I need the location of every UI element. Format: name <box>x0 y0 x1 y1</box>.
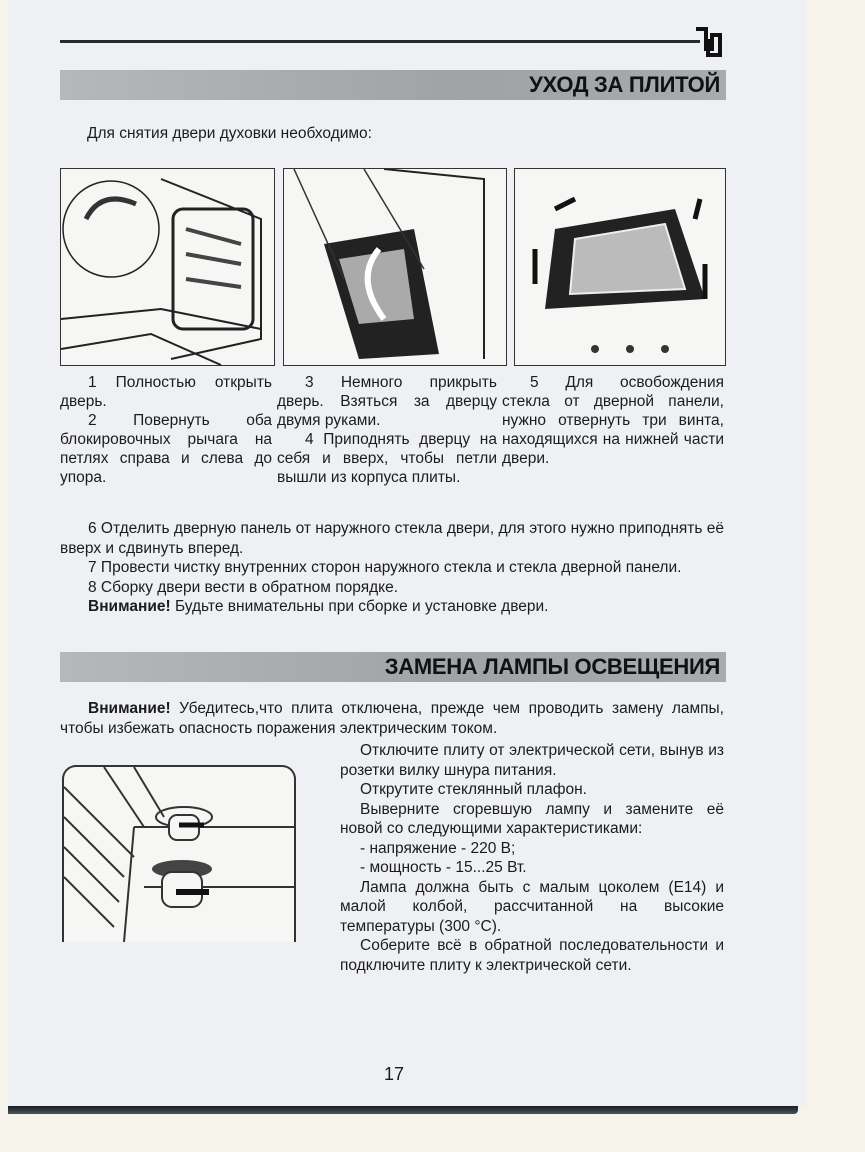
section-header-lamp-replacement <box>60 652 726 682</box>
step-6: 6 Отделить дверную панель от наружного стекла двери, для этого нужно приподнять её вверх и сдвинуть вперед. <box>60 520 724 557</box>
instruction-3: Выверните сгоревшую лампу и замените её новой со следующими характеристиками: <box>340 800 724 837</box>
brand-logo-icon <box>694 27 722 57</box>
page-number: 17 <box>384 1064 405 1084</box>
header-rule <box>60 40 700 43</box>
steps-column-2 <box>277 373 497 487</box>
step-2: 2 Повернуть оба блокировочных рычага на петлях справа и слева до упора. <box>60 412 272 486</box>
step-7: 7 Провести чистку внутренних сторон наружного стекла и стекла дверной панели. <box>88 559 682 576</box>
lamp-instructions <box>340 741 724 975</box>
section-title: УХОД ЗА ПЛИТОЙ <box>529 72 720 97</box>
intro-text: Для снятия двери духовки необходимо: <box>87 125 372 142</box>
spec-voltage: - напряжение - 220 В; <box>360 839 516 857</box>
steps-full-width <box>60 519 724 617</box>
binding-edge <box>8 1106 798 1114</box>
spec-power: - мощность - 15...25 Вт. <box>360 859 527 876</box>
lamp-replacement-illustration <box>62 765 296 942</box>
instruction-2: Открутите стеклянный плафон. <box>360 781 587 798</box>
warning-text: Убедитесь,что плита отключена, прежде чем проводить замену лампы, чтобы избежать опасность поражения электрическим током. <box>60 700 724 737</box>
door-screws-illustration <box>514 168 726 366</box>
lamp-warning <box>60 699 724 738</box>
step-1: 1 Полностью открыть дверь. <box>60 374 272 410</box>
warning-label: Внимание! <box>88 598 171 615</box>
warning-label: Внимание! <box>88 700 171 717</box>
instruction-4: Лампа должна быть с малым цоколем (Е14) и малой колбой, рассчитанной на высокие температуры (300 °С). <box>340 878 724 935</box>
section-title: ЗАМЕНА ЛАМПЫ ОСВЕЩЕНИЯ <box>384 654 720 679</box>
section-header-oven-care <box>60 70 726 100</box>
step-4: 4 Приподнять дверцу на себя и вверх, чтобы петли вышли из корпуса плиты. <box>277 431 497 486</box>
steps-column-1 <box>60 373 272 487</box>
steps-column-3 <box>502 373 724 468</box>
lift-door-illustration <box>283 168 507 366</box>
step-8: 8 Сборку двери вести в обратном порядке. <box>88 578 399 596</box>
warning-text: Будьте внимательны при сборке и установке двери. <box>170 598 549 615</box>
step-3: 3 Немного прикрыть дверь. Взяться за дверцу двумя руками. <box>277 374 497 429</box>
open-door-hinge-illustration <box>60 168 275 366</box>
instruction-1: Отключите плиту от электрической сети, вынув из розетки вилку шнура питания. <box>340 742 724 779</box>
instruction-5: Соберите всё в обратной последовательности и подключите плиту к электрической сети. <box>340 937 724 974</box>
door-warning <box>60 597 724 617</box>
step-5: 5 Для освобождения стекла от дверной панели, нужно отвернуть три винта, находящихся на нижней части двери. <box>502 374 724 467</box>
lamp-warning-block <box>60 699 724 738</box>
